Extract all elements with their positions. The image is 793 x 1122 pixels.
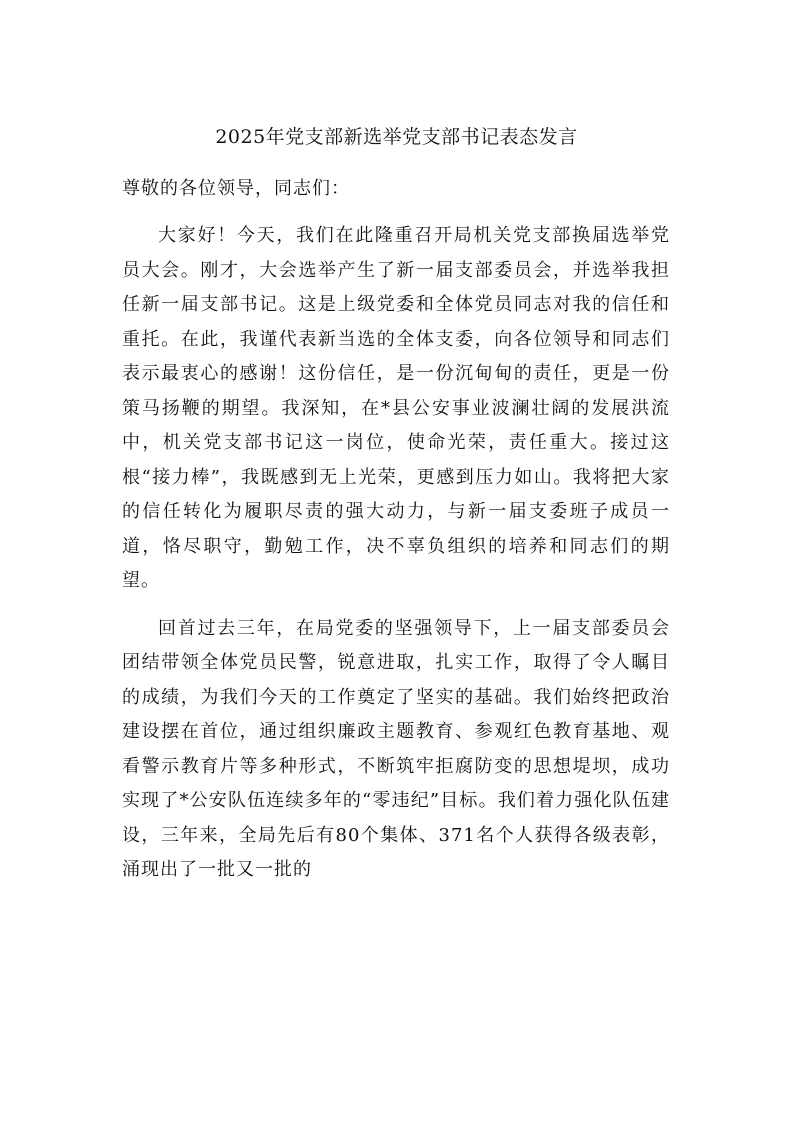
document-title: 2025年党支部新选举党支部书记表态发言 <box>215 126 578 148</box>
salutation: 尊敬的各位领导，同志们： <box>122 178 350 199</box>
paragraph-2: 回首过去三年，在局党委的坚强领导下，上一届支部委员会团结带领全体党员民警，锐意进取，扎实工作，取得了令人瞩目的成绩，为我们今天的工作奠定了坚实的基础。我们始终把政治建设摆在首位，通过组织廉政主题教育、参观红色教育基地、观看警示教育片等多种形式，不断筑牢拒腐防变的思想堤坝，成功实现了*公安队伍连续多年的“零违纪”目标。我们着力强化队伍建设，三年来，全局先后有80个集体、371名个人获得各级表彰，涌现出了一批又一批的 <box>122 617 670 880</box>
paragraph-1: 大家好！今天，我们在此隆重召开局机关党支部换届选举党员大会。刚才，大会选举产生了新一届支部委员会，并选举我担任新一届支部书记。这是上级党委和全体党员同志对我的信任和重托。在此，我谨代表新当选的全体支委，向各位领导和同志们表示最衷心的感谢！这份信任，是一份沉甸甸的责任，更是一份策马扬鞭的期望。我深知，在*县公安事业波澜壮阔的发展洪流中，机关党支部书记这一岗位，使命光荣，责任重大。接过这根“接力棒”，我既感到无上光荣，更感到压力如山。我将把大家的信任转化为履职尽责的强大动力，与新一届支委班子成员一道，恪尽职守，勤勉工作，决不辜负组织的培养和同志们的期望。 <box>122 225 670 591</box>
document-body <box>122 172 670 888</box>
